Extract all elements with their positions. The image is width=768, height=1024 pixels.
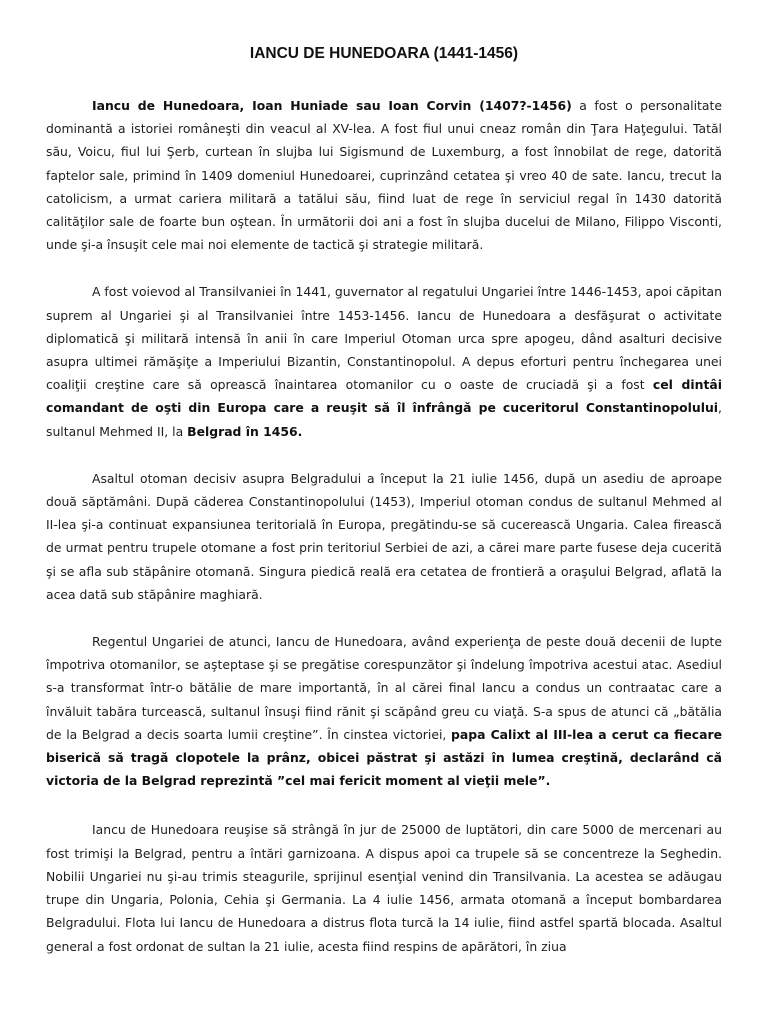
paragraph-5 xyxy=(46,818,722,957)
paragraph-2-text-a: A fost voievod al Transilvaniei în 1441, guvernator al regatului Ungariei între 1446-1453, apoi căpitan suprem al Ungariei şi al Transilvaniei între 1453-1456. Iancu de Hunedoara a desfăşurat o activitate diplomatică şi militară intensă în anii în care Imperiul Otoman urca spre apogeu, dând asalturi decisive asupra ultimei rămăşiţe a Imperiului Bizantin, Constantinopolul. A depus eforturi pentru închegarea unei coaliţii creştine care să oprească înaintarea otomanilor cu o oaste de cruciadă şi a fost xyxy=(46,284,722,393)
paragraph-spacer xyxy=(46,606,722,630)
paragraph-1-lead: Iancu de Hunedoara, Ioan Huniade sau Ioan Corvin (1407?-1456) xyxy=(92,98,572,113)
paragraph-spacer xyxy=(46,792,722,818)
paragraph-2-bold-a: cel dintâi comandant de oşti din Europa care a reuşit să îl înfrângă pe cuceritorul Constantinopolului xyxy=(46,377,723,416)
paragraph-spacer xyxy=(46,256,722,280)
paragraph-5-text: Iancu de Hunedoara reuşise să strângă în jur de 25000 de luptători, din care 5000 de mercenari au fost trimişi la Belgrad, pentru a întări garnizoana. A dispus apoi ca trupele să se concentreze la Seghedin. Nobilii Ungariei nu şi-au trimis steagurile, sprijinul esenţial venind din Transilvania. La acestea se adăugau trupe din Ungaria, Polonia, Cehia şi Germania. La 4 iulie 1456, armata otomană a început bombardarea Belgradului. Flota lui Iancu de Hunedoara a distrus flota turcă la 14 iulie, fiind astfel spartă blocada. Asaltul general a fost ordonat de sultan la 21 iulie, acesta fiind respins de apărători, în ziua xyxy=(46,822,722,954)
paragraph-1 xyxy=(46,94,722,256)
paragraph-2-text-b: , sultanul Mehmed II, la xyxy=(46,400,722,439)
paragraph-4-text-a: Regentul Ungariei de atunci, Iancu de Hunedoara, având experienţa de peste două decenii de lupte împotriva otomanilor, se aşteptase şi se pregătise corespunzător şi îndelung împotriva acestui atac. Asediul s-a transformat într-o bătălie de mare importantă, în al cărei final Iancu a condus un contraatac care a învăluit tabăra turcească, sultanul însuşi fiind rănit şi scăpând greu cu viaţă. S-a spus de atunci că „bătălia de la Belgrad a decis soarta lumii creştine”. În cinstea victoriei, xyxy=(46,634,722,742)
paragraph-4-bold-a: papa Calixt al III-lea a cerut ca fiecare biserică să tragă clopotele la prânz, obicei păstrat şi astăzi în lumea creştină, declarând că victoria de la Belgrad reprezintă ”cel mai fericit moment al vieţii mele”. xyxy=(46,726,722,789)
paragraph-2 xyxy=(46,280,722,442)
paragraph-4 xyxy=(46,630,722,792)
paragraph-3 xyxy=(46,467,722,606)
paragraph-2-bold-b: Belgrad în 1456. xyxy=(187,423,303,439)
paragraph-3-text: Asaltul otoman decisiv asupra Belgradului a început la 21 iulie 1456, după un asediu de aproape două săptămâni. După căderea Constantinopolului (1453), Imperiul otoman condus de sultanul Mehmed al II-lea şi-a continuat expansiunea teritorială în Europa, pregătindu-se să cucerească Ungaria. Calea firească de urmat pentru trupele otomane a fost prin teritoriul Serbiei de azi, a cărei mare parte fusese deja cucerită şi se afla sub stăpânire otomană. Singura piedică reală era cetatea de frontieră a oraşului Belgrad, aflată la acea dată sub stăpânire maghiară. xyxy=(46,470,722,602)
paragraph-spacer xyxy=(46,443,722,467)
document-title: IANCU DE HUNEDOARA (1441-1456) xyxy=(249,45,519,62)
paragraph-1-text: a fost o personalitate dominantă a istoriei româneşti din veacul al XV-lea. A fost fiul unui cneaz român din Ţara Haţegului. Tatăl său, Voicu, fiul lui Şerb, curtean în slujba lui Sigismund de Luxemburg, a fost înnobilat de rege, datorită faptelor sale, primind în 1409 domeniul Hunedoarei, cuprinzând cetatea şi vreo 40 de sate. Iancu, trecut la catolicism, a urmat cariera militară a tatălui său, fiind luat de rege în serviciul regal în 1430 datorită calităţilor sale de foarte bun oştean. În următorii doi ani a fost în slujba ducelui de Milano, Filippo Visconti, unde şi-a însuşit cele mai noi elemente de tactică şi strategie militară. xyxy=(46,98,722,253)
